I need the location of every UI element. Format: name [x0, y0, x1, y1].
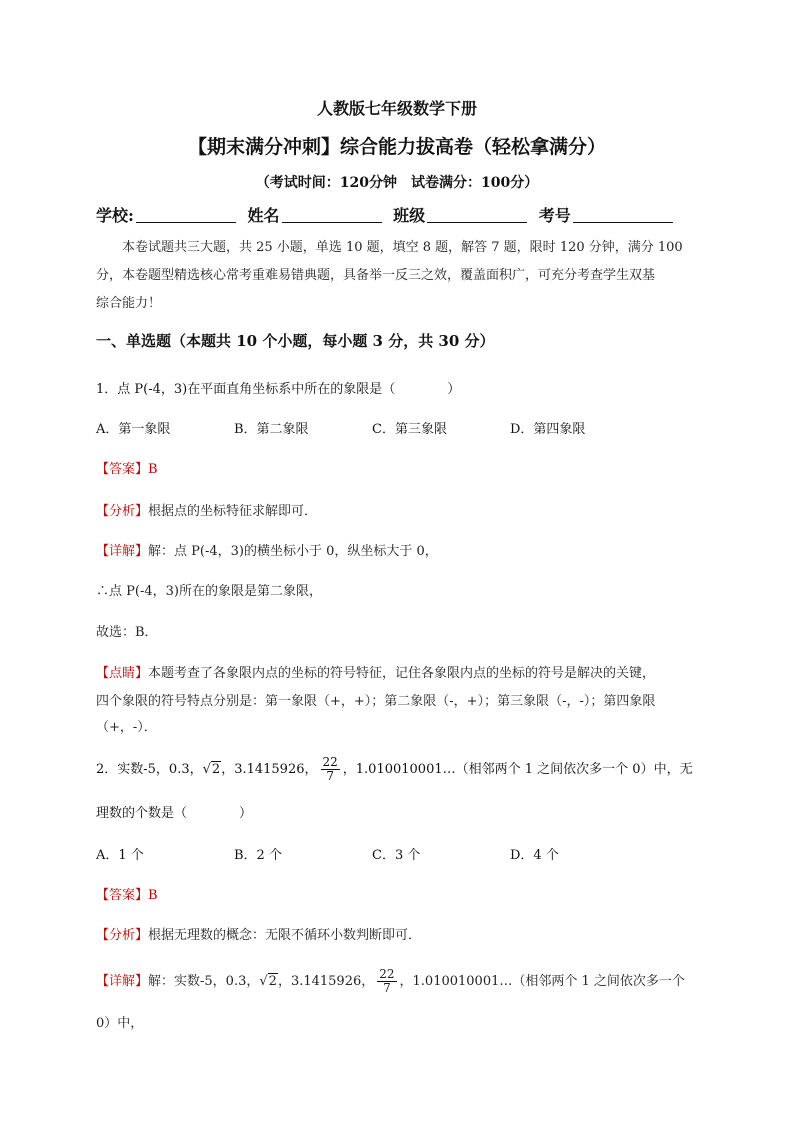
number-label: 考号 — [538, 206, 571, 225]
question-2-stem-line: 理数的个数是（ ） — [96, 806, 253, 821]
intro-line: 本卷试题共三大题，共 25 小题，单选 10 题，填空 8 题，解答 7 题，限时 120 分钟，满分 100 — [122, 240, 683, 255]
fraction — [377, 968, 396, 995]
q2-option-b: B．2 个 — [234, 848, 282, 863]
question-2-stem — [96, 756, 693, 783]
q1-detail — [96, 540, 438, 559]
q1-comment — [96, 662, 655, 681]
q2-option-c: C．3 个 — [372, 848, 421, 863]
intro-line: 分，本卷题型精选核心常考重难易错典题，具备举一反三之效，覆盖面积广，可充分考查学生双基 — [96, 268, 656, 283]
q1-option-b: B．第二象限 — [234, 422, 309, 437]
answer-value: B — [148, 888, 158, 903]
analysis-text: 根据点的坐标特征求解即可． — [148, 504, 318, 519]
sqrt-radicand: 2 — [268, 974, 277, 989]
sqrt-symbol: √2 — [202, 762, 221, 777]
q2-option-a: A．1 个 — [96, 848, 144, 863]
student-info-row — [96, 203, 679, 226]
q1-option-d: D．第四象限 — [510, 422, 586, 437]
section-heading: 一、单选题（本题共 10 个小题，每小题 3 分，共 30 分） — [96, 332, 495, 350]
fraction-numerator: 22 — [379, 967, 395, 981]
q1-option-a: A．第一象限 — [96, 422, 171, 437]
detail-tag: 【详解】 — [96, 544, 149, 559]
q2-stem-part: ，1.010010001…（相邻两个 1 之间依次多一个 0）中，无 — [342, 762, 693, 777]
document-title: 人教版七年级数学下册 — [316, 99, 477, 118]
fraction-denominator: 7 — [326, 769, 334, 783]
q1-analysis — [96, 500, 317, 519]
q2-detail — [96, 968, 685, 995]
analysis-tag: 【分析】 — [96, 504, 149, 519]
intro-paragraph — [96, 234, 696, 318]
q2-option-d: D．4 个 — [510, 848, 559, 863]
q1-comment-line: （+，-）． — [96, 720, 157, 735]
detail-text: ，3.1415926， — [277, 974, 375, 989]
q2-stem-part: 2．实数-5，0.3， — [96, 762, 203, 777]
q1-detail-line: ∴点 P(-4，3)所在的象限是第二象限， — [96, 584, 322, 599]
detail-tag: 【详解】 — [96, 974, 149, 989]
exam-title: 【期末满分冲刺】综合能力拔高卷（轻松拿满分） — [187, 136, 606, 158]
answer-tag: 【答案】 — [96, 462, 149, 477]
fraction — [321, 756, 340, 783]
name-label: 姓名 — [247, 206, 280, 225]
class-blank — [427, 206, 527, 223]
q1-option-c: C．第三象限 — [372, 422, 447, 437]
analysis-tag: 【分析】 — [96, 928, 149, 943]
answer-tag: 【答案】 — [96, 888, 149, 903]
comment-text: 本题考查了各象限内点的坐标的符号特征，记住各象限内点的坐标的符号是解决的关键， — [148, 666, 656, 681]
sqrt-radicand: 2 — [211, 762, 221, 777]
name-blank — [282, 206, 382, 223]
comment-tag: 【点睛】 — [96, 666, 149, 681]
school-label: 学校: — [96, 206, 134, 225]
fraction-denominator: 7 — [383, 981, 391, 995]
q2-stem-part: ，3.1415926， — [221, 762, 318, 777]
detail-text: ，1.010010001…（相邻两个 1 之间依次多一个 — [399, 974, 685, 989]
q2-analysis — [96, 924, 421, 943]
detail-text: 解：点 P(-4，3)的横坐标小于 0，纵坐标大于 0， — [148, 544, 438, 559]
intro-line: 综合能力！ — [96, 296, 162, 311]
q2-answer — [96, 884, 158, 903]
question-1-stem: 1．点 P(-4，3)在平面直角坐标系中所在的象限是（ ） — [96, 382, 461, 397]
number-blank — [573, 206, 673, 223]
fraction-numerator: 22 — [322, 755, 338, 769]
q2-detail-line: 0）中， — [96, 1016, 144, 1031]
school-blank — [136, 206, 236, 223]
answer-value: B — [148, 462, 158, 477]
detail-text: 解：实数-5，0.3， — [148, 974, 260, 989]
q1-answer — [96, 458, 158, 477]
analysis-text: 根据无理数的概念：无限不循环小数判断即可． — [148, 928, 422, 943]
exam-time-info: （考试时间：120分钟 试卷满分：100分） — [255, 175, 539, 191]
q1-comment-line: 四个象限的符号特点分别是：第一象限（+，+）；第二象限（-，+）；第三象限（-，-）；第四象限 — [96, 694, 656, 709]
sqrt-symbol: √2 — [259, 974, 277, 989]
q1-detail-line: 故选：B． — [96, 625, 158, 640]
class-label: 班级 — [393, 206, 426, 225]
